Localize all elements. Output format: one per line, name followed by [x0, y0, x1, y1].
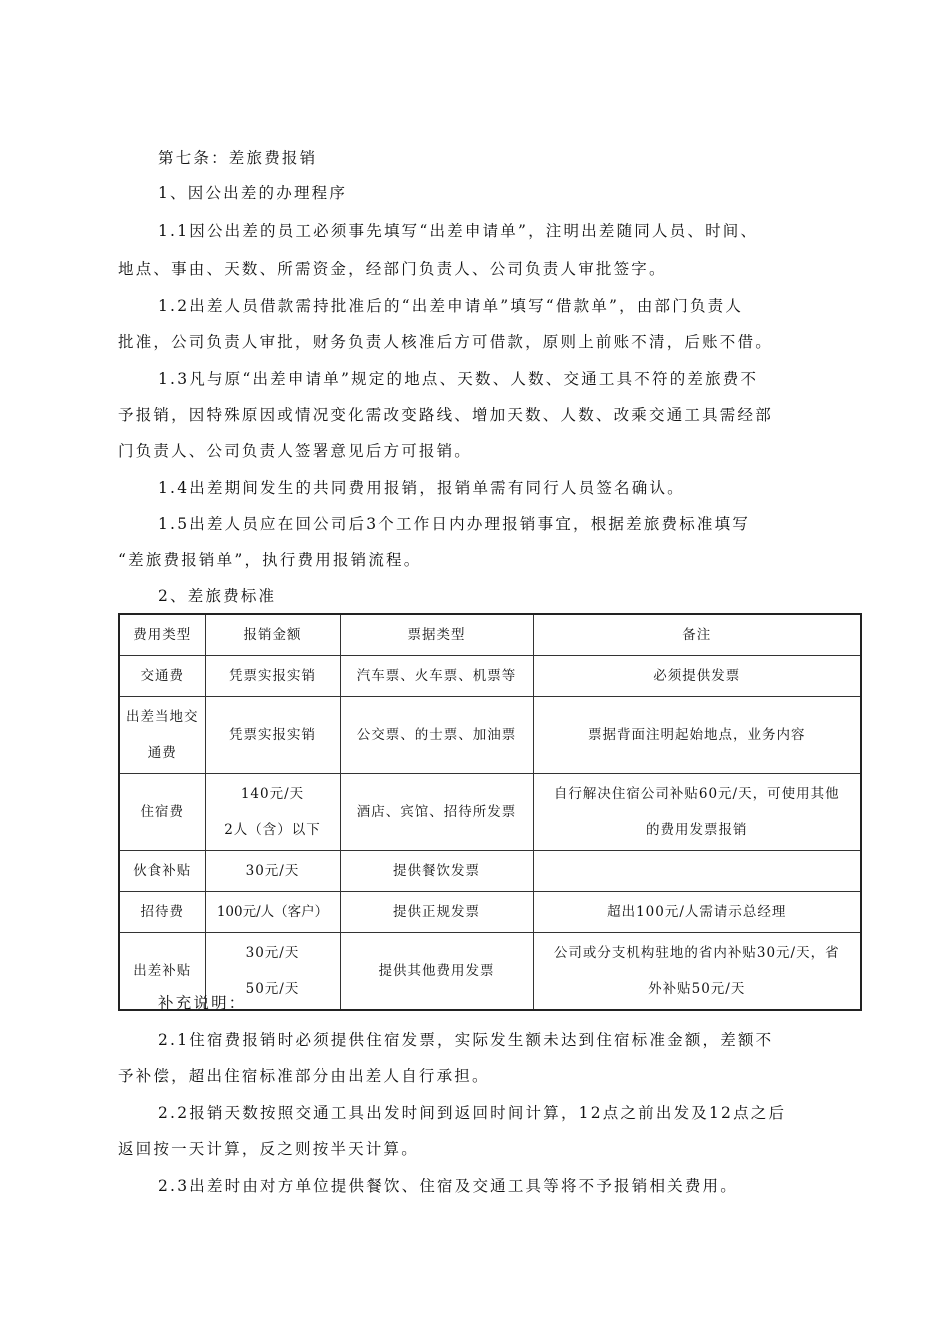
type-cell: 交通费: [119, 656, 205, 697]
supplement-2-1-line1: 2.1住宿费报销时必须提供住宿发票，实际发生额未达到住宿标准金额，差额不: [158, 1031, 774, 1049]
amount-line: 50元/天: [245, 981, 300, 997]
header-cell: 票据类型: [340, 614, 533, 656]
paragraph-1-2-line1: 1.2出差人员借款需持批准后的“出差申请单”填写“借款单”，由部门负责人: [158, 297, 744, 315]
note-line: 自行解决住宿公司补贴60元/天，可使用其他: [553, 786, 840, 802]
note-cell: [533, 851, 861, 892]
paragraph-1-3-line3: 门负责人、公司负责人签署意见后方可报销。: [118, 442, 473, 460]
travel-expense-standard-table: [118, 613, 862, 1011]
header-cell: 报销金额: [205, 614, 340, 656]
note-cell: 必须提供发票: [533, 656, 861, 697]
table-row: [119, 892, 861, 933]
type-cell: [119, 697, 205, 774]
note-cell: [533, 774, 861, 851]
note-cell: 超出100元/人需请示总经理: [533, 892, 861, 933]
supplement-2-1-line2: 予补偿，超出住宿标准部分由出差人自行承担。: [118, 1067, 490, 1085]
paragraph-1-5-line1: 1.5出差人员应在回公司后3个工作日内办理报销事宜，根据差旅费标准填写: [158, 515, 751, 533]
table-header-row: [119, 614, 861, 656]
article-title: 第七条：差旅费报销: [158, 149, 318, 167]
receipt-cell: 公交票、的士票、加油票: [340, 697, 533, 774]
type-cell: 伙食补贴: [119, 851, 205, 892]
type-cell: 招待费: [119, 892, 205, 933]
amount-cell: 30元/天: [205, 851, 340, 892]
amount-cell: 100元/人（客户）: [205, 892, 340, 933]
paragraph-1-1-line1: 1.1因公出差的员工必须事先填写“出差申请单”，注明出差随同人员、时间、: [158, 222, 759, 240]
supplement-2-3: 2.3出差时由对方单位提供餐饮、住宿及交通工具等将不予报销相关费用。: [158, 1177, 738, 1195]
table-row: [119, 851, 861, 892]
paragraph-1-5-line2: “差旅费报销单”，执行费用报销流程。: [118, 551, 422, 569]
type-cell: 住宿费: [119, 774, 205, 851]
note-cell: [533, 933, 861, 1011]
receipt-cell: 提供正规发票: [340, 892, 533, 933]
table-row: [119, 697, 861, 774]
receipt-cell: 酒店、宾馆、招待所发票: [340, 774, 533, 851]
paragraph-1-3-line2: 予报销，因特殊原因或情况变化需改变路线、增加天数、人数、改乘交通工具需经部: [118, 406, 773, 424]
type-text: 出差当地交通费: [126, 709, 199, 761]
supplement-title: 补充说明：: [158, 994, 247, 1012]
table-row: [119, 774, 861, 851]
note-cell: 票据背面注明起始地点，业务内容: [533, 697, 861, 774]
paragraph-1-1-line2: 地点、事由、天数、所需资金，经部门负责人、公司负责人审批签字。: [118, 260, 667, 278]
amount-line: 140元/天: [240, 786, 305, 802]
section2-title: 2、差旅费标准: [158, 587, 277, 605]
supplement-2-2-line1: 2.2报销天数按照交通工具出发时间到返回时间计算，12点之前出发及12点之后: [158, 1104, 787, 1122]
section1-title: 1、因公出差的办理程序: [158, 184, 348, 202]
amount-cell: [205, 774, 340, 851]
note-line: 公司或分支机构驻地的省内补贴30元/天，省: [553, 945, 840, 961]
amount-cell: 凭票实报实销: [205, 697, 340, 774]
amount-line: 30元/天: [245, 945, 300, 961]
receipt-cell: 提供餐饮发票: [340, 851, 533, 892]
receipt-cell: 汽车票、火车票、机票等: [340, 656, 533, 697]
supplement-2-2-line2: 返回按一天计算，反之则按半天计算。: [118, 1140, 419, 1158]
header-cell: 费用类型: [119, 614, 205, 656]
paragraph-1-4: 1.4出差期间发生的共同费用报销，报销单需有同行人员签名确认。: [158, 479, 685, 497]
amount-cell: 凭票实报实销: [205, 656, 340, 697]
amount-line: 2人（含）以下: [224, 822, 321, 838]
type-cell: 出差补贴: [119, 933, 205, 1011]
note-line: 外补贴50元/天: [648, 981, 746, 997]
table-row: [119, 656, 861, 697]
receipt-cell: 提供其他费用发票: [340, 933, 533, 1011]
note-line: 的费用发票报销: [646, 822, 748, 838]
paragraph-1-2-line2: 批准，公司负责人审批，财务负责人核准后方可借款，原则上前账不清，后账不借。: [118, 333, 773, 351]
paragraph-1-3-line1: 1.3凡与原“出差申请单”规定的地点、天数、人数、交通工具不符的差旅费不: [158, 370, 759, 388]
header-cell: 备注: [533, 614, 861, 656]
